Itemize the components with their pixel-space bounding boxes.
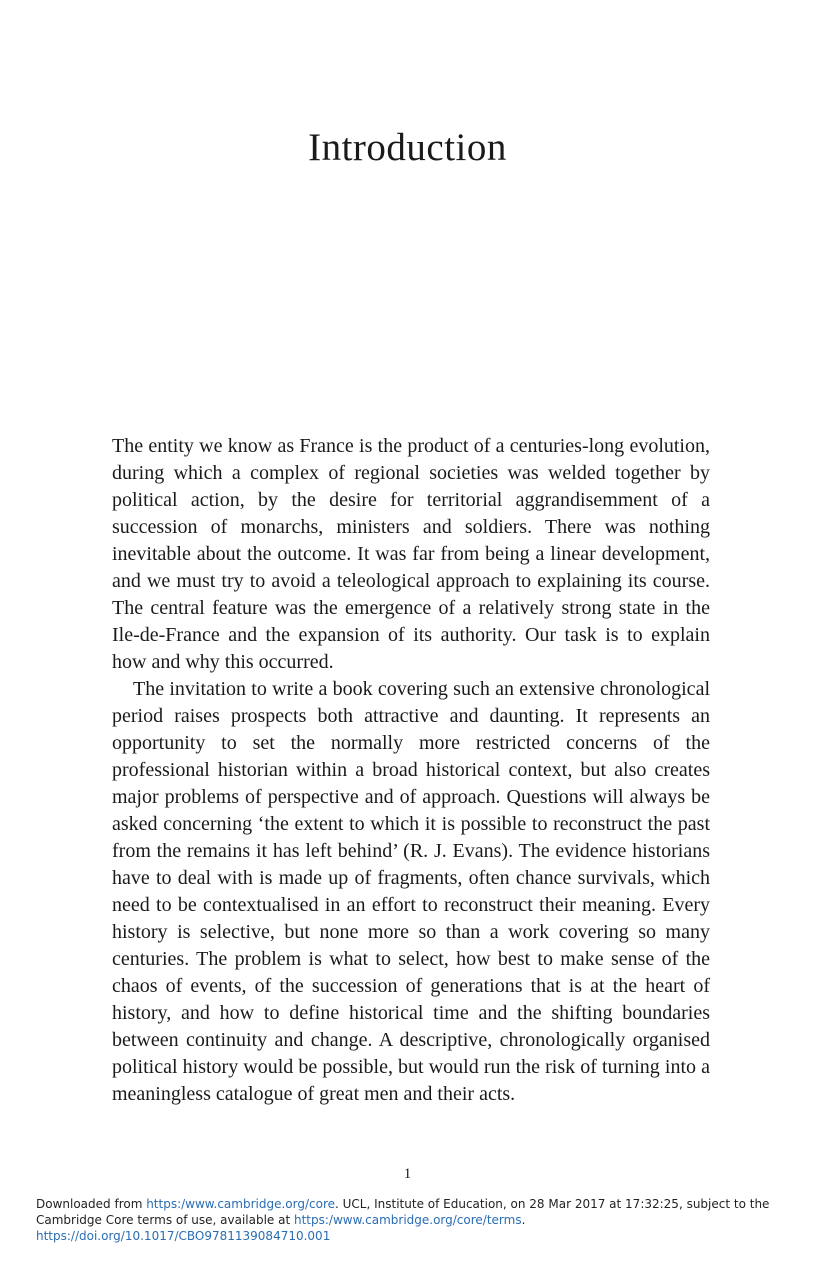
footer-suffix: . [521, 1213, 526, 1227]
paragraph-1: The entity we know as France is the product of a centuries-long evolution, during which a complex of regional societies was welded together by political action, by the desire for territorial aggrandisemment of a succession of monarchs, ministers and soldiers. There was nothing inevitable about the outcome. It was far from being a linear development, and we must try to avoid a teleological approach to explaining its course. The central feature was the emergence of a relatively strong state in the Ile-de-France and the expansion of its authority. Our task is to explain how and why this occurred. [112, 435, 710, 673]
doi-link[interactable]: https://doi.org/10.1017/CBO9781139084710.001 [36, 1229, 331, 1243]
paragraph-2: The invitation to write a book covering such an extensive chronological period raises prospects both attractive and daunting. It represents an opportunity to set the normally more restricted concerns of the professional historian within a broad historical context, but also creates major problems of perspective and of approach. Questions will always be asked concerning ‘the extent to which it is possible to reconstruct the past from the remains it has left behind’ (R. J. Evans). The evidence historians have to deal with is made up of fragments, often chance survivals, which need to be contextualised in an effort to reconstruct their meaning. Every history is selective, but none more so than a work covering so many centuries. The problem is what to select, how best to make sense of the chaos of events, of the succession of generations that is at the heart of history, and how to define historical time and the shifting boundaries between continuity and change. A descriptive, chronologically organised political history would be possible, but would run the risk of turning into a meaningless catalogue of great men and their acts. [112, 678, 710, 1105]
footer-middle: . UCL, Institute of Education, on 28 Mar 2017 at 17:32:25, subject to the Cambridge Core terms of use, available at [36, 1197, 770, 1227]
footer-prefix: Downloaded from [36, 1197, 147, 1211]
download-footer [36, 1196, 796, 1244]
page-number: 1 [403, 1166, 412, 1182]
body-text [112, 433, 710, 1108]
terms-link[interactable]: https:/www.cambridge.org/core/terms [294, 1213, 522, 1227]
page-title: Introduction [308, 126, 507, 169]
cambridge-core-link[interactable]: https:/www.cambridge.org/core [146, 1197, 336, 1211]
